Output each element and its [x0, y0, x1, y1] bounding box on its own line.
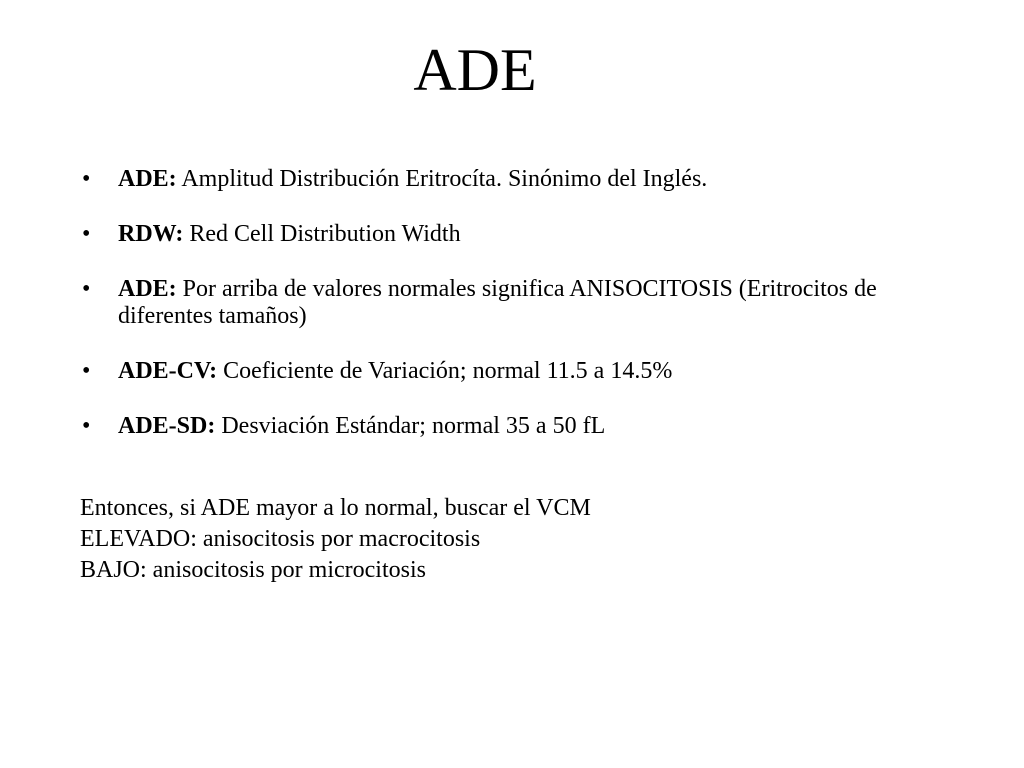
bullet-term: ADE: [118, 276, 177, 302]
bullet-item-ade-anisocitosis [80, 276, 960, 330]
bullet-item-rdw [80, 221, 960, 248]
bullet-text: Desviación Estándar; normal 35 a 50 fL [215, 413, 606, 439]
bullet-term: ADE-SD: [118, 413, 216, 439]
bullet-term: ADE: [118, 166, 177, 192]
bullet-text: Red Cell Distribution Width [183, 221, 461, 247]
bullet-term: RDW: [118, 221, 184, 247]
bullet-term: ADE-CV: [118, 358, 218, 384]
conclusion-line-elevado: ELEVADO: anisocitosis por macrocitosis [80, 526, 481, 552]
bullet-item-ade-sd [80, 413, 960, 440]
slide-title: ADE [413, 37, 537, 103]
bullet-text: Por arriba de valores normales significa ANISOCITOSIS (Eritrocitos de diferentes tamaños) [118, 276, 877, 329]
bullet-dot: • [82, 276, 91, 302]
conclusion-block [80, 493, 960, 586]
bullet-dot: • [82, 413, 91, 439]
conclusion-line-intro: Entonces, si ADE mayor a lo normal, buscar el VCM [80, 495, 591, 521]
bullet-dot: • [82, 221, 91, 247]
bullet-item-ade-cv [80, 358, 960, 385]
bullet-list [80, 166, 960, 440]
bullet-text: Amplitud Distribución Eritrocíta. Sinónimo del Inglés. [176, 166, 708, 192]
bullet-item-ade-definition [80, 166, 960, 193]
bullet-dot: • [82, 166, 91, 192]
bullet-dot: • [82, 358, 91, 384]
conclusion-line-bajo: BAJO: anisocitosis por microcitosis [80, 557, 426, 583]
bullet-text: Coeficiente de Variación; normal 11.5 a 14.5% [217, 358, 673, 384]
